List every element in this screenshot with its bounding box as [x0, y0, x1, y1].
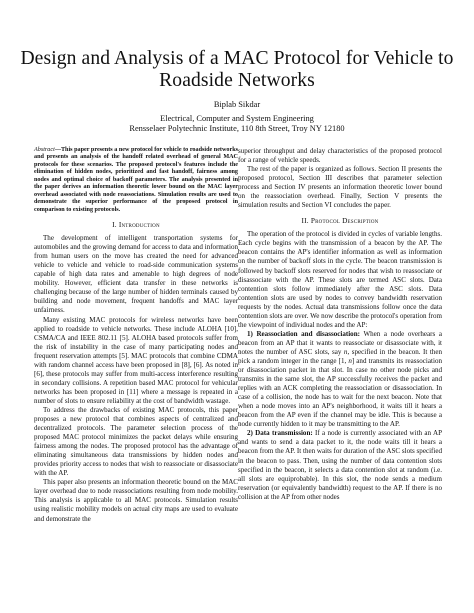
section-title: Protocol Description — [310, 216, 379, 226]
section-number: I. — [112, 220, 117, 230]
intro-paragraph-2: Many existing MAC protocols for wireless networks have been applied to roadside to vehicle networks. These include ALOHA [10], CSMA/CA and IEEE 802.11 [5]. ALOHA based protocols suffer from the risk of instability in the case of many participating nodes and frequent reservation attempts [5]. MAC protocols that combine CDMA with random channel access have been proposed in [8], [6]. As noted in [6], these protocols may suffer from multi-access interference resulting in secondary collisions. A repetition based MAC protocol for vehicular networks has been proposed in [11] where a message is repeated in a number of slots to ensure reliability at the cost of bandwidth wastage. — [34, 315, 238, 405]
protocol-paragraph: The operation of the protocol is divided in cycles of variable lengths. Each cycle begins with the transmission of a beacon by the AP. The beacon contains the AP's identifier information as well as information on the number of backoff slots in the cycle. The beacon transmission is followed by backoff slots reserved for nodes that wish to reassociate or disassociate with the AP. These slots are termed ASC slots. Data contention slots follow immediately after the ASC slots. Data contention slots are used by nodes to convey bandwidth reservation requests by the nodes. Actual data transmissions follow once the data contention slots are over. We now describe the protocol's operation from the viewpoint of individual nodes and the AP: — [238, 230, 442, 329]
reassociation-text-c: ] and transmits its reassociation or disassociation packet in that slot. In case no other node picks and transmits in the same slot, the AP successfully receives the packet and replies with an ACK completing the reassociation or disassociation. In case of a collision, the node has to wait for the next beacon. Note that when a node moves into an AP's neighborhood, it waits till it hears a beacon from the AP even if the channel may be idle. This is because a node currently hidden to it may be transmitting to the AP. — [238, 356, 442, 429]
author-address: Rensselaer Polytechnic Institute, 110 8th Street, Troy NY 12180 — [129, 124, 345, 133]
variable-n: n — [348, 356, 352, 365]
data-transmission-heading: 2) Data transmission: — [247, 429, 313, 438]
intro-paragraph-3: To address the drawbacks of existing MAC protocols, this paper proposes a new protocol that combines aspects of centralized and decentralized protocols. The parameter selection process of the proposed MAC protocol minimizes the packet delays while ensuring fairness among the nodes. The proposed protocol has the advantage of eliminating simultaneous data transmissions by hidden nodes and provides priority access to nodes that wish to reassociate or disassociate with the AP. — [34, 405, 238, 478]
abstract-text: This paper presents a new protocol for vehicle to roadside networks and presents an analysis of the handoff related overhead of general MAC protocols for these scenarios. The proposed protocol's features include the elimination of hidden nodes, prioritized and fast handoff, fairness among nodes and optimal choice of backoff parameters. The analysis presented in the paper derives an information theoretic lower bound on the MAC layer overhead associated with node reassociations. Simulation results are used to demonstrate the superior performance of the proposed protocol in comparison to existing protocols. — [34, 147, 238, 213]
intro-paragraph-1: The development of intelligent transportation systems for automobiles and the growing demand for access to data and information from human users on the move has created the need for advanced vehicle to vehicle and vehicle to road-side communication systems capable of high data rates and amenable to high degrees of node mobility. However, efficient data transfer in these networks is challenging because of the large number of hidden terminals caused by building and node movement, frequent handoffs and MAC layer unfairness. — [34, 234, 238, 315]
author-block — [0, 100, 474, 135]
paper-title: Design and Analysis of a MAC Protocol for Vehicle to Roadside Networks — [20, 48, 454, 91]
data-transmission-item — [238, 429, 442, 501]
author-name: Biplab Sikdar — [213, 100, 261, 109]
section-title: Introduction — [118, 220, 160, 230]
intro-paragraph-continued: superior throughput and delay characteristics of the proposed protocol for a range of vehicle speeds. — [238, 147, 442, 165]
section-heading-protocol — [238, 216, 442, 225]
reassociation-item — [238, 330, 442, 430]
reassociation-text-b: , specified in the beacon. It then pick a random integer in the range [1, — [238, 347, 442, 365]
section-number: II. — [301, 216, 309, 226]
abstract — [34, 147, 238, 214]
reassociation-heading: 1) Reassociation and disassociation: — [247, 329, 360, 338]
reassociation-text-a: When a node overhears a beacon from an AP that it wants to reassociate or disassociate with, it notes the number of ASC slots, say — [238, 329, 442, 356]
abstract-dash: — — [54, 147, 61, 153]
author-affiliation: Electrical, Computer and System Engineering — [160, 113, 314, 123]
section-heading-introduction — [34, 220, 238, 229]
right-column — [238, 147, 442, 502]
intro-paragraph-4: This paper also presents an information theoretic bound on the MAC layer overhead due to node reassociations resulting from node mobility. This analysis is applicable to all MAC protocols. Simulation results using realistic mobility models on actual city maps are used to evaluate and demonstrate the — [34, 478, 238, 523]
abstract-label: Abstract — [34, 147, 55, 153]
organization-paragraph: The rest of the paper is organized as follows. Section II presents the proposed protocol, Section III describes that parameter selection process and Section IV presents an information theoretic lower bound on the reassociation overhead. Finally, Section V presents the simulation results and Section VI concludes the paper. — [238, 165, 442, 210]
left-column — [34, 147, 238, 524]
variable-n: n — [343, 347, 348, 356]
data-transmission-text: If a node is currently associated with an AP and wants to send a data packet to it, the node waits till it hears a beacon from the AP. It then waits for duration of the ASC slots specified in the beacon to pass. Then, using the number of data contention slots specified in the beacon, it selects a data contention slot at random (i.e. all slots are equiprobable). In this slot, the node sends a medium reservation (or equivalently bandwidth) request to the AP. If there is no collision at the AP from other nodes — [238, 429, 442, 501]
